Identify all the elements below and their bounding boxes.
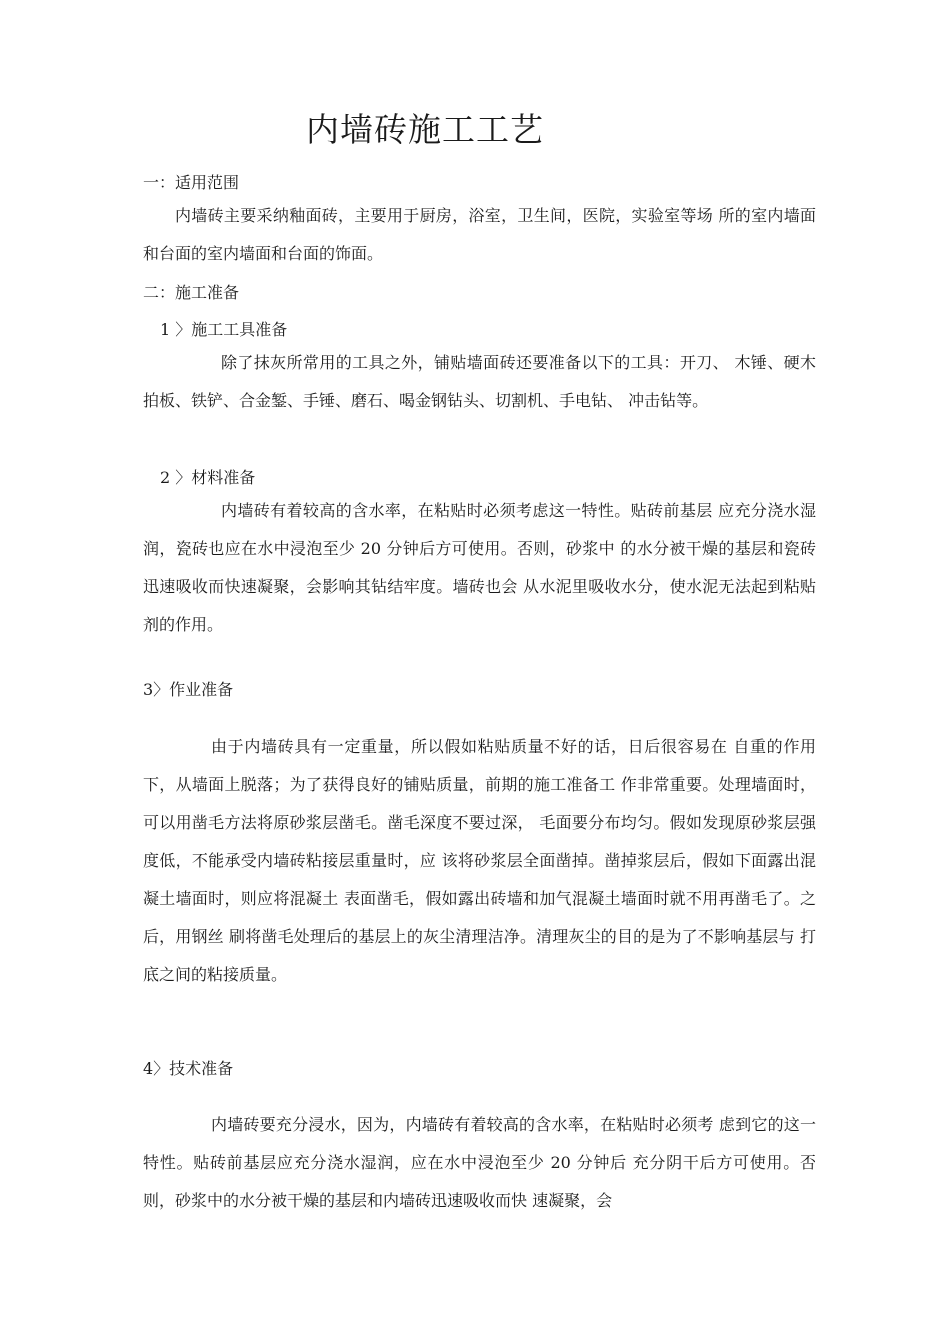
subsection-heading-work-prep: 3〉作业准备 <box>143 680 234 699</box>
section-heading-preparation: 二：施工准备 <box>143 283 240 302</box>
subsection-text-materials: 内墙砖有着较高的含水率，在粘贴时必须考虑这一特性。贴砖前基层 应充分浇水湿润，瓷砖也应在水中浸泡至少 20 分钟后方可使用。否则，砂浆中 的水分被干燥的基层和瓷砖迅速吸收而快速凝聚，会影响其钻结牢度。墙砖也会 从水泥里吸收水分，使水泥无法起到粘贴剂的作用。 <box>143 501 816 634</box>
section-text-scope: 内墙砖主要采纳釉面砖，主要用于厨房，浴室，卫生间，医院，实验室等场 所的室内墙面和台面的室内墙面和台面的饰面。 <box>143 206 816 263</box>
subsection-text-work-prep: 由于内墙砖具有一定重量，所以假如粘贴质量不好的话，日后很容易在 自重的作用下，从墙面上脱落；为了获得良好的铺贴质量，前期的施工准备工 作非常重要。处理墙面时，可以用凿毛方法将原砂浆层凿毛。凿毛深度不要过深， 毛面要分布均匀。假如发现原砂浆层强度低，不能承受内墙砖粘接层重量时，应 该将砂浆层全面凿掉。凿掉浆层后，假如下面露出混凝土墙面时，则应将混凝土 表面凿毛，假如露出砖墙和加气混凝土墙面时就不用再凿毛了。之后，用钢丝 刷将凿毛处理后的基层上的灰尘清理洁净。清理灰尘的目的是为了不影响基层与 打底之间的粘接质量。 <box>143 737 816 984</box>
subsection-heading-materials: 2 〉材料准备 <box>160 468 256 487</box>
document-title: 内墙砖施工工艺 <box>306 110 544 149</box>
subsection-text-tools: 除了抹灰所常用的工具之外，铺贴墙面砖还要准备以下的工具：开刀、 木锤、硬木拍板、铁铲、合金錾、手锤、磨石、喝金钢钻头、切割机、手电钻、 冲击钻等。 <box>143 353 816 410</box>
section-heading-scope: 一：适用范围 <box>143 173 240 192</box>
subsection-heading-tools: 1 〉施工工具准备 <box>160 320 288 339</box>
subsection-text-technical: 内墙砖要充分浸水，因为，内墙砖有着较高的含水率，在粘贴时必须考 虑到它的这一特性。贴砖前基层应充分浇水湿润，应在水中浸泡至少 20 分钟后 充分阴干后方可使用。否则，砂浆中的水分被干燥的基层和内墙砖迅速吸收而快 速凝聚，会 <box>143 1115 816 1210</box>
subsection-heading-technical: 4〉技术准备 <box>143 1059 234 1078</box>
